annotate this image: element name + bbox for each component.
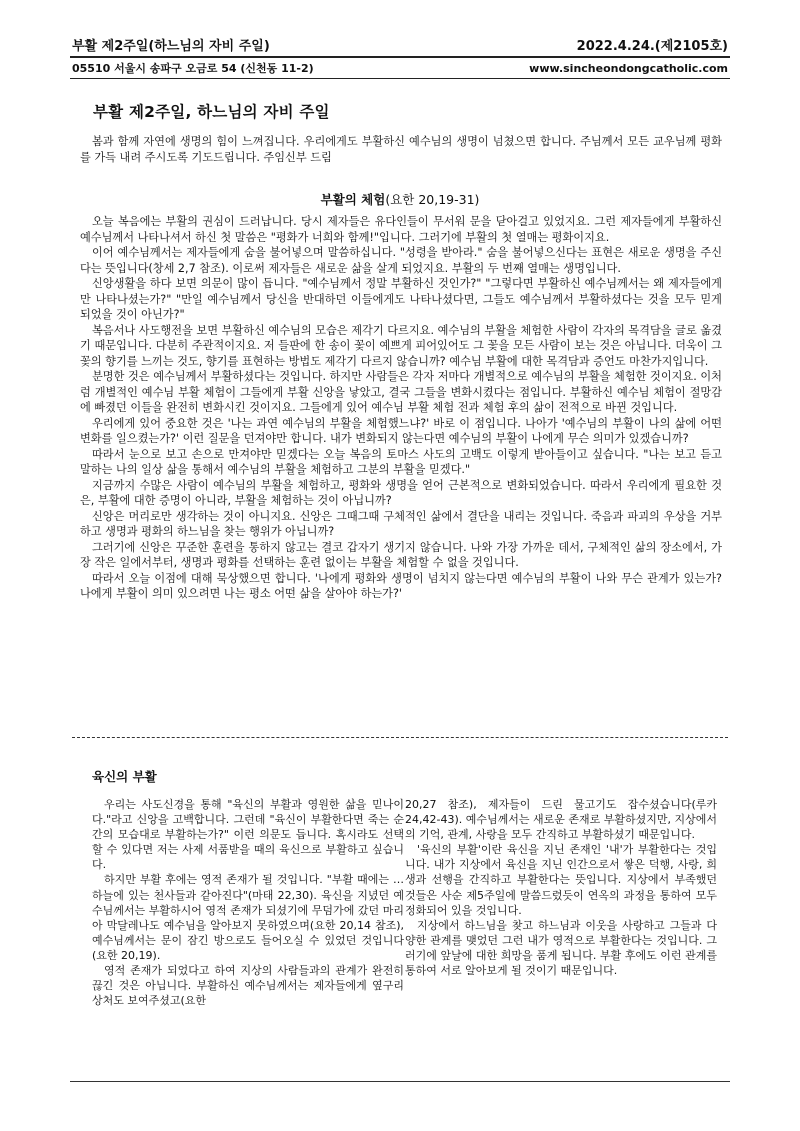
header-top xyxy=(72,34,728,54)
paragraph: 하지만 부활 후에는 영적 존재가 될 것입니다. "부활 때에는 … 하늘에 있는 천사들과 같아진다"(마태 22,30). 육신을 지녔던 예수님께서는 부활하시어 영적 존재가 되셨기에 무덤가에 갔던 마리아 막달레나도 예수님을 알아보지 못하였으며(요한 20,14 참조), 예수님께서는 문이 잠긴 방으로도 들어오실 수 있었던 것입니다(요한 20,19). xyxy=(92,873,404,962)
paragraph: 그러기에 신앙은 꾸준한 훈련을 통하지 않고는 결코 갑자기 생기지 않습니다. 나와 가장 가까운 데서, 구체적인 삶의 장소에서, 가장 작은 일에서부터, 생명과 평화를 선택하는 훈련 없이는 부활을 체험할 수 없을 것입니다. xyxy=(80,540,722,569)
header-rule xyxy=(70,56,730,58)
footer-rule xyxy=(70,1081,730,1082)
paragraph: 따라서 눈으로 보고 손으로 만져야만 믿겠다는 오늘 복음의 토마스 사도의 고백도 이렇게 받아들이고 싶습니다. "나는 보고 듣고 말하는 나의 일상 삶을 통해서 예수님의 부활을 체험하고 그분의 부활을 믿겠다." xyxy=(80,447,722,476)
issue-date: 2022.4.24.(제2105호) xyxy=(576,39,728,54)
header-sub xyxy=(72,60,728,76)
paragraph: 오늘 복음에는 부활의 권심이 드러납니다. 당시 제자들은 유다인들이 무서워 문을 닫아걸고 있었지요. 그런 제자들에게 부활하신 예수님께서 나타나셔서 하신 첫 말씀은 "평화가 너희와 함께!"입니다. 그러기에 부활의 첫 열매는 평화이지요. xyxy=(80,215,722,244)
intro-message: 봄과 함께 자연에 생명의 힘이 느껴집니다. 우리에게도 부활하신 예수님의 생명이 넘쳤으면 합니다. 주님께서 모든 교우님께 평화를 가득 내려 주시도록 기도드립니다. 주임신부 드림 xyxy=(80,135,722,164)
section1-heading xyxy=(0,190,800,208)
paragraph: 지상에서 하느님을 찾고 하느님과 이웃을 사랑하고 그들과 다양한 관계를 맺었던 그런 내가 영적으로 부활한다는 것입니다. 그러기에 앞날에 대한 희망을 품게 됩니다. 부활 후에도 이런 관계를 통하여 서로 알아보게 될 것이기 때문입니다. xyxy=(405,918,717,978)
paragraph: 신앙생활을 하다 보면 의문이 많이 듭니다. "예수님께서 정말 부활하신 것인가?" "그렇다면 부활하신 예수님께서는 왜 제자들에게만 나타나셨는가?" "만일 예수님께서 당신을 반대하던 이들에게도 나타나셨다면, 그들도 예수님께서 부활하셨다는 것을 모두 믿게 되었을 것이 아닌가?" xyxy=(80,277,722,321)
paragraph: 이어 예수님께서는 제자들에게 숨을 불어넣으며 말씀하십니다. "성령을 받아라." 숨을 불어넣으신다는 표현은 새로운 생명을 주신다는 뜻입니다(창세 2,7 참조). 이로써 제자들은 새로운 삶을 살게 되었지요. 부활의 두 번째 열매는 생명입니다. xyxy=(80,246,722,275)
paragraph: '육신의 부활'이란 육신을 지닌 존재인 '내'가 부활한다는 것입니다. 내가 지상에서 육신을 지닌 인간으로서 쌓은 덕행, 사랑, 희생과 선행을 간직하고 부활한다는 뜻입니다. 지상에서 부족했던 것들은 사순 제5주일에 말씀드렸듯이 연옥의 과정을 통하여 모두 정화되어 있을 것입니다. xyxy=(405,843,717,917)
paragraph: 영적 존재가 되었다고 하여 지상의 사람들과의 관계가 완전히 끊긴 것은 아닙니다. 부활하신 예수님께서는 제자들에게 옆구리 상처도 보여주셨고(요한 xyxy=(92,964,404,1008)
section1-title: 부활의 체험 xyxy=(320,192,386,207)
header-subrule xyxy=(70,78,730,79)
church-address: 05510 서울시 송파구 오금로 54 (신천동 11-2) xyxy=(72,62,314,75)
paragraph: 복음서나 사도행전을 보면 부활하신 예수님의 모습은 제각기 다르지요. 예수님의 부활을 체험한 사람이 각자의 목격담을 글로 옮겼기 때문입니다. 다분히 주관적이지요. 저 들판에 한 송이 꽃이 예쁘게 피어있어도 그 꽃을 모든 사람이 보는 것은 아닙니다. 더욱이 그 꽃의 향기를 느끼는 것도, 향기를 표현하는 방법도 제각기 다르지 않습니까? 예수님 부활에 대한 목격담과 증언도 마찬가지입니다. xyxy=(80,323,722,368)
paragraph: 분명한 것은 예수님께서 부활하셨다는 것입니다. 하지만 사람들은 각자 저마다 개별적으로 예수님의 부활을 체험한 것이지요. 이처럼 개별적인 예수님 부활 체험이 그들에게 부활 신앙을 낳았고, 결국 그들을 변화시켰다는 점입니다. 부활하신 예수님 체험이 절망감에 빠졌던 이들을 완전히 변화시킨 것이지요. 그들에게 있어 예수님 부활 체험 전과 체험 후의 삶이 전적으로 바뀐 것입니다. xyxy=(80,370,722,414)
section2-title: 육신의 부활 xyxy=(92,769,157,784)
paragraph: 20,27 참조), 제자들이 드린 물고기도 잡수셨습니다(루카 24,42-43). 예수님께서는 새로운 존재로 부활하셨지만, 지상에서의 기억, 관계, 사랑을 모두 간직하고 부활하셨기 때문입니다. xyxy=(405,798,717,842)
section1-reference: (요한 20,19-31) xyxy=(385,192,480,207)
paragraph: 우리에게 있어 중요한 것은 '나는 과연 예수님의 부활을 체험했느냐?' 바로 이 점입니다. 나아가 '예수님의 부활이 나의 삶에 어떤 변화를 일으켰는가?' 이런 질문을 던져야만 합니다. 내가 변화되지 않는다면 예수님의 부활이 나에게 무슨 의미가 있겠습니까? xyxy=(80,416,722,445)
section2-left-column xyxy=(92,797,404,1008)
church-website-link[interactable]: www.sincheondongcatholic.com xyxy=(529,61,728,75)
section1-body xyxy=(80,214,722,602)
paragraph: 지금까지 수많은 사람이 예수님의 부활을 체험하고, 평화와 생명을 얻어 근본적으로 변화되었습니다. 따라서 우리에게 필요한 것은, 부활에 대한 증명이 아니라, 부활을 체험하는 것이 아닙니까? xyxy=(80,478,722,507)
bulletin-title: 부활 제2주일(하느님의 자비 주일) xyxy=(72,39,270,54)
section2-right-column xyxy=(405,797,717,978)
section-divider xyxy=(72,737,728,738)
paragraph: 신앙은 머리로만 생각하는 것이 아니지요. 신앙은 그때그때 구체적인 삶에서 결단을 내리는 것입니다. 죽음과 파괴의 우상을 거부하고 생명과 평화의 하느님을 찾는 행위가 아닙니까? xyxy=(80,509,722,538)
paragraph: 따라서 오늘 이점에 대해 묵상했으면 합니다. '나에게 평화와 생명이 넘치지 않는다면 예수님의 부활이 나와 무슨 관계가 있는가? 나에게 부활이 의미 있으려면 나는 평소 어떤 삶을 살아야 하는가?' xyxy=(80,571,722,600)
page-title: 부활 제2주일, 하느님의 자비 주일 xyxy=(93,103,330,121)
paragraph: 우리는 사도신경을 통해 "육신의 부활과 영원한 삶을 믿나이다."라고 신앙을 고백합니다. 그런데 "육신이 부활한다면 죽는 순간의 모습대로 부활하는가?" 이런 의문도 듭니다. 혹시라도 선택할 수 있다면 저는 사제 서품받을 때의 육신으로 부활하고 싶습니다. xyxy=(92,798,404,872)
